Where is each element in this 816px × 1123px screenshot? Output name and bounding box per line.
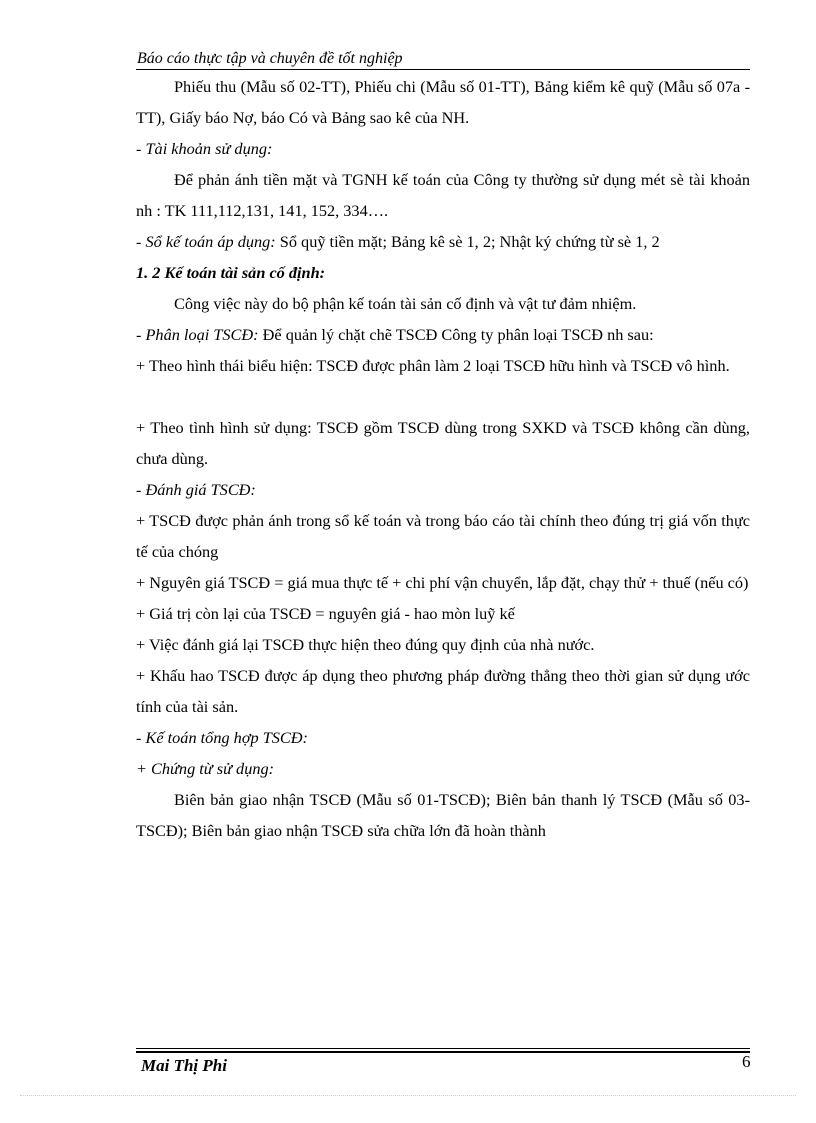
footer-rule-thin — [136, 1048, 750, 1049]
books-text: Sổ quỹ tiền mặt; Bảng kê sè 1, 2; Nhật ký chứng từ sè 1, 2 — [275, 232, 660, 251]
paragraph-valuation-1: + TSCĐ được phản ánh trong sổ kế toán và trong báo cáo tài chính theo đúng trị giá vốn thực tế của chóng — [136, 511, 750, 561]
paragraph-classification — [136, 319, 750, 350]
paragraph-depreciation: + Khấu hao TSCĐ được áp dụng theo phương pháp đường thẳng theo thời gian sử dụng ước tính của tài sản. — [136, 666, 750, 716]
footer-author: Mai Thị Phi — [141, 1056, 227, 1075]
classification-label: - Phân loại TSCĐ: — [136, 325, 259, 344]
paragraph-residual-value: + Giá trị còn lại của TSCĐ = nguyên giá - hao mòn luỹ kế — [136, 604, 515, 623]
page-header-title: Báo cáo thực tập và chuyên đề tốt nghiệp — [137, 50, 403, 67]
section-heading-fixed-assets: 1. 2 Kế toán tài sản cố định: — [136, 263, 326, 282]
paragraph-vouchers: Phiếu thu (Mẫu số 02-TT), Phiếu chi (Mẫu số 01-TT), Bảng kiểm kê quỹ (Mẫu số 07a -TT), Giấy báo Nợ, báo Có và Bảng sao kê của NH. — [136, 77, 750, 127]
paragraph-books — [136, 226, 750, 257]
page-number: 6 — [742, 1052, 751, 1071]
paragraph-by-form: + Theo hình thái biểu hiện: TSCĐ được phân làm 2 loại TSCĐ hữu hình và TSCĐ vô hình. — [136, 356, 730, 375]
classification-text: Để quản lý chặt chẽ TSCĐ Công ty phân loại TSCĐ nh sau: — [258, 325, 654, 344]
paragraph-revaluation: + Việc đánh giá lại TSCĐ thực hiện theo đúng quy định của nhà nước. — [136, 635, 595, 654]
page-body — [136, 71, 750, 846]
heading-accounts-used: - Tài khoản sử dụng: — [136, 139, 273, 158]
page-bottom-divider — [20, 1095, 796, 1096]
blank-line — [136, 381, 750, 412]
heading-valuation: - Đánh giá TSCĐ: — [136, 480, 256, 499]
heading-documents-used: + Chứng từ sử dụng: — [136, 759, 275, 778]
paragraph-documents: Biên bản giao nhận TSCĐ (Mẫu số 01-TSCĐ); Biên bản thanh lý TSCĐ (Mẫu số 03- TSCĐ); Biên bản giao nhận TSCĐ sửa chữa lớn đã hoàn thành — [136, 790, 750, 840]
footer-rule-thick — [136, 1051, 750, 1053]
header-rule — [136, 69, 750, 70]
paragraph-accounts: Để phản ánh tiền mặt và TGNH kế toán của Công ty thường sử dụng mét sè tài khoản nh : TK 111,112,131, 141, 152, 334…. — [136, 170, 750, 220]
paragraph-work: Công việc này do bộ phận kế toán tài sản cố định và vật tư đảm nhiệm. — [174, 294, 637, 313]
books-label: - Sổ kế toán áp dụng: — [136, 232, 276, 251]
paragraph-by-usage: + Theo tình hình sử dụng: TSCĐ gồm TSCĐ dùng trong SXKD và TSCĐ không cần dùng, chưa dùng. — [136, 418, 750, 468]
paragraph-original-cost: + Nguyên giá TSCĐ = giá mua thực tế + chi phí vận chuyển, lắp đặt, chạy thử + thuế (nếu có) — [136, 573, 749, 592]
heading-general-accounting: - Kế toán tổng hợp TSCĐ: — [136, 728, 308, 747]
